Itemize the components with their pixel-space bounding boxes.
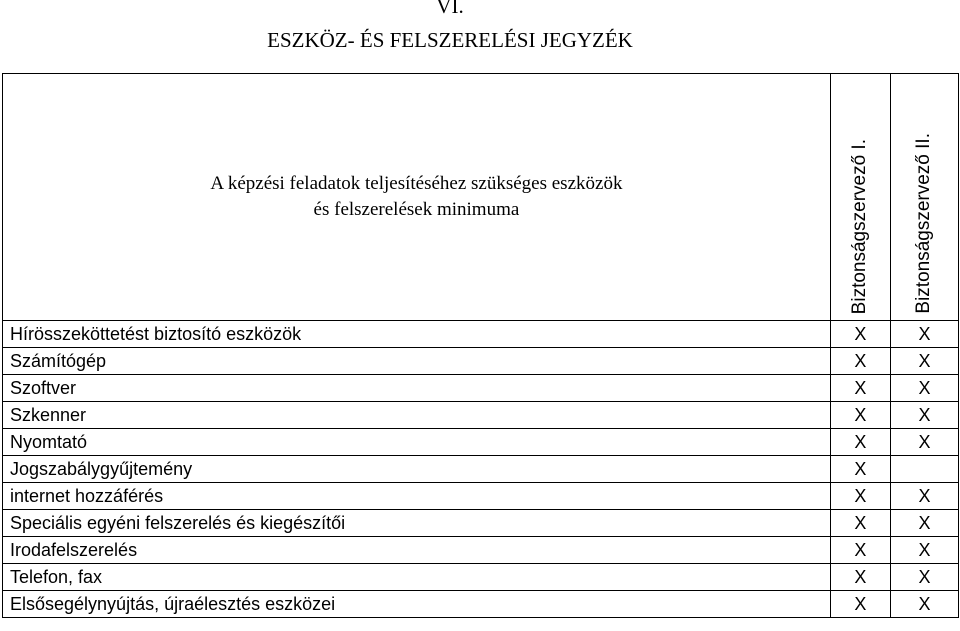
table-row (3, 348, 959, 375)
document-title: ESZKÖZ- ÉS FELSZERELÉSI JEGYZÉK (267, 28, 633, 52)
item-name: Számítógép (3, 348, 831, 375)
item-name: Elsősegélynyújtás, újraélesztés eszközei (3, 591, 831, 618)
mark-level-1: X (830, 402, 890, 429)
header-line-1: A képzési feladatok teljesítéséhez szükséges eszközök (210, 173, 623, 194)
mark-level-1: X (830, 321, 890, 348)
table-row (3, 402, 959, 429)
table-row (3, 564, 959, 591)
mark-level-2: X (890, 537, 958, 564)
header-line-2: és felszerelések minimuma (313, 199, 520, 220)
header-description-cell (3, 74, 831, 321)
mark-level-1: X (830, 564, 890, 591)
mark-level-2: X (890, 402, 958, 429)
item-name: Speciális egyéni felszerelés és kiegészítői (3, 510, 831, 537)
header-col-2-label: Biztonságszervező II. (913, 133, 935, 314)
mark-level-1: X (830, 591, 890, 618)
table-row (3, 537, 959, 564)
equipment-table (2, 73, 959, 618)
mark-level-1: X (830, 429, 890, 456)
header-col-1-label: Biztonságszervező I. (849, 138, 871, 314)
item-name: Jogszabálygyűjtemény (3, 456, 831, 483)
header-col-2-cell (890, 74, 958, 321)
table-row (3, 375, 959, 402)
table-row (3, 429, 959, 456)
table-row (3, 483, 959, 510)
header-col-1-cell (830, 74, 890, 321)
mark-level-1: X (830, 510, 890, 537)
table-row (3, 456, 959, 483)
mark-level-1: X (830, 483, 890, 510)
mark-level-2: X (890, 564, 958, 591)
mark-level-2: X (890, 321, 958, 348)
item-name: Irodafelszerelés (3, 537, 831, 564)
mark-level-1: X (830, 348, 890, 375)
mark-level-2: X (890, 510, 958, 537)
item-name: Szoftver (3, 375, 831, 402)
item-name: internet hozzáférés (3, 483, 831, 510)
table-header-row (3, 74, 959, 321)
mark-level-2: X (890, 375, 958, 402)
mark-level-2 (890, 456, 958, 483)
item-name: Nyomtató (3, 429, 831, 456)
mark-level-2: X (890, 348, 958, 375)
item-name: Telefon, fax (3, 564, 831, 591)
item-name: Szkenner (3, 402, 831, 429)
mark-level-2: X (890, 591, 958, 618)
mark-level-1: X (830, 456, 890, 483)
item-name: Hírösszeköttetést biztosító eszközök (3, 321, 831, 348)
table-row (3, 321, 959, 348)
mark-level-2: X (890, 429, 958, 456)
table-row (3, 591, 959, 618)
table-row (3, 510, 959, 537)
mark-level-1: X (830, 537, 890, 564)
mark-level-1: X (830, 375, 890, 402)
chapter-number: VI. (436, 0, 464, 18)
mark-level-2: X (890, 483, 958, 510)
